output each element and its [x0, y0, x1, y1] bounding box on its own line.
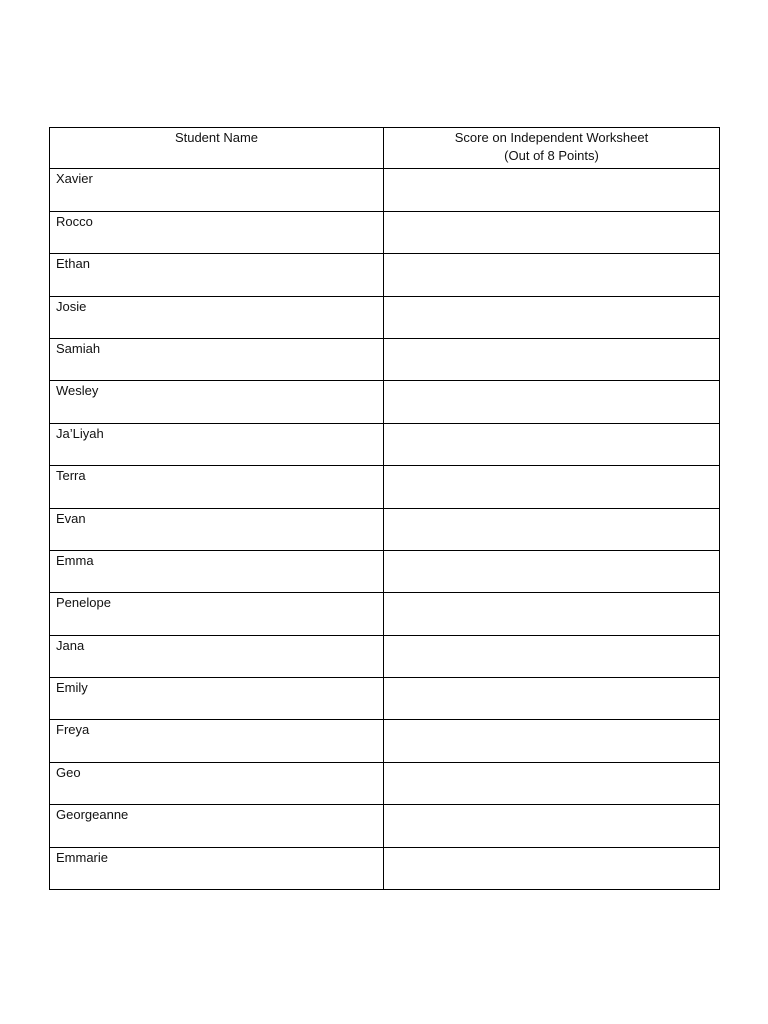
- student-name-cell: Georgeanne: [50, 805, 384, 847]
- student-name-cell: Geo: [50, 762, 384, 804]
- table-row: [50, 635, 720, 677]
- score-cell[interactable]: [384, 720, 720, 762]
- table-row: [50, 762, 720, 804]
- score-cell[interactable]: [384, 466, 720, 508]
- table-row: [50, 169, 720, 211]
- score-cell[interactable]: [384, 254, 720, 296]
- student-name-cell: Jana: [50, 635, 384, 677]
- score-header-line2: (Out of 8 Points): [504, 148, 599, 163]
- score-cell[interactable]: [384, 805, 720, 847]
- table-row: [50, 381, 720, 423]
- student-name-cell: Freya: [50, 720, 384, 762]
- table-row: [50, 423, 720, 465]
- table-row: [50, 805, 720, 847]
- table-row: [50, 593, 720, 635]
- score-cell[interactable]: [384, 338, 720, 380]
- score-cell[interactable]: [384, 296, 720, 338]
- score-cell[interactable]: [384, 169, 720, 211]
- student-name-cell: Emma: [50, 550, 384, 592]
- student-name-cell: Xavier: [50, 169, 384, 211]
- student-name-cell: Terra: [50, 466, 384, 508]
- score-cell[interactable]: [384, 678, 720, 720]
- student-score-table: [49, 127, 720, 890]
- student-name-header: [50, 128, 384, 169]
- score-cell[interactable]: [384, 635, 720, 677]
- table-row: [50, 508, 720, 550]
- score-cell[interactable]: [384, 508, 720, 550]
- student-name-cell: Rocco: [50, 211, 384, 253]
- score-cell[interactable]: [384, 593, 720, 635]
- score-cell[interactable]: [384, 847, 720, 889]
- student-name-cell: Penelope: [50, 593, 384, 635]
- score-cell[interactable]: [384, 550, 720, 592]
- student-name-cell: Samiah: [50, 338, 384, 380]
- score-cell[interactable]: [384, 762, 720, 804]
- score-cell[interactable]: [384, 381, 720, 423]
- table-row: [50, 720, 720, 762]
- table-row: [50, 211, 720, 253]
- table-header-row: [50, 128, 720, 169]
- student-name-header-label: Student Name: [174, 130, 259, 145]
- student-name-cell: Ja’Liyah: [50, 423, 384, 465]
- table-row: [50, 550, 720, 592]
- student-name-cell: Ethan: [50, 254, 384, 296]
- table-row: [50, 296, 720, 338]
- score-header: [384, 128, 720, 169]
- student-name-cell: Wesley: [50, 381, 384, 423]
- score-cell[interactable]: [384, 211, 720, 253]
- score-cell[interactable]: [384, 423, 720, 465]
- table-row: [50, 678, 720, 720]
- table-row: [50, 338, 720, 380]
- score-header-line1: Score on Independent Worksheet: [454, 130, 649, 145]
- table-row: [50, 254, 720, 296]
- table-row: [50, 847, 720, 889]
- student-name-cell: Emily: [50, 678, 384, 720]
- student-name-cell: Josie: [50, 296, 384, 338]
- table-row: [50, 466, 720, 508]
- student-name-cell: Emmarie: [50, 847, 384, 889]
- student-name-cell: Evan: [50, 508, 384, 550]
